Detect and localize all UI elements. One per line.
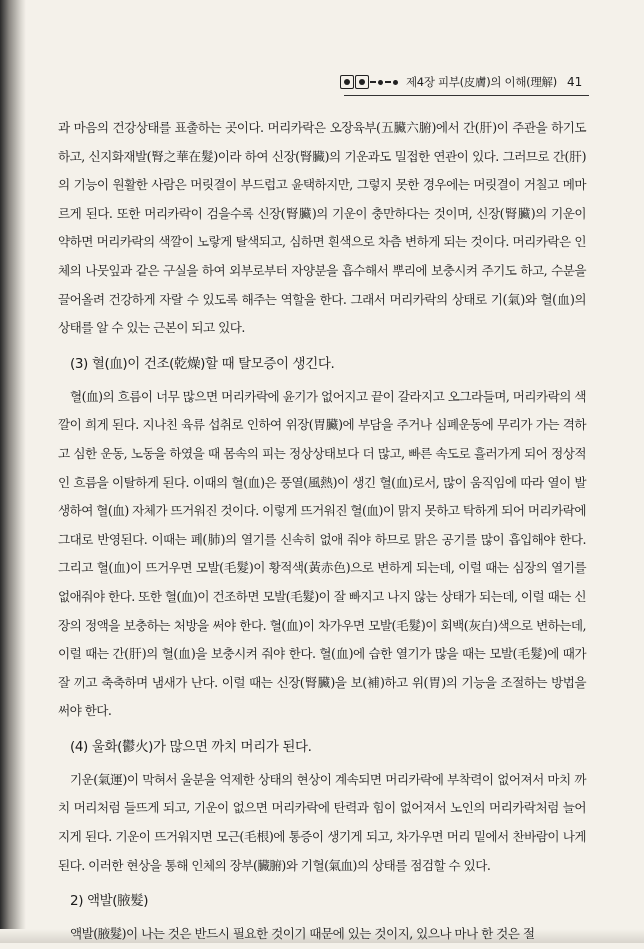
paragraph-armpit-hair: 액발(腋髮)이 나는 것은 반드시 필요한 것이기 때문에 있는 것이지, 있으나 마나 한 것은 절 bbox=[70, 926, 535, 942]
page-number: 41 bbox=[566, 75, 583, 89]
page-body bbox=[58, 114, 586, 949]
header-ornament-icon bbox=[340, 75, 400, 89]
paragraph-pent-up-anger: 기운(氣運)이 막혀서 울분을 억제한 상태의 현상이 계속되면 머리카락에 부착력이 없어져서 마치 까치 머리처럼 들뜨게 되고, 기운이 없으면 머리카락에 탄력과 힘이 없어져서 노인의 머리카락처럼 늘어지게 된다. 기운이 뜨거워지면 모근(毛根)에 통증이 생기게 되고, 차가우면 머리 밑에서 찬바람이 나게 된다. 이러한 현상을 통해 인체의 장부(臟腑)와 기혈(氣血)의 상태를 점검할 수 있다. bbox=[58, 771, 586, 873]
section-heading-4: (4) 울화(鬱火)가 많으면 까치 머리가 된다. bbox=[70, 738, 312, 755]
section-heading-3: (3) 혈(血)이 건조(乾燥)할 때 탈모증이 생긴다. bbox=[70, 355, 335, 372]
running-header bbox=[340, 72, 590, 92]
chapter-title: 제4장 피부(皮膚)의 이해(理解) bbox=[406, 75, 557, 89]
header-divider bbox=[344, 95, 589, 96]
subsection-heading-2: 2) 액발(腋髮) bbox=[70, 893, 149, 910]
paragraph-hair-health: 과 마음의 건강상태를 표출하는 곳이다. 머리카락은 오장육부(五臟六腑)에서 간(肝)이 주관을 하기도 하고, 신지화재발(腎之華在髮)이라 하여 신장(腎臟)의 기운과도 밀접한 연관이 있다. 그러므로 간(肝)의 기능이 원활한 사람은 머릿결이 부드럽고 윤택하지만, 그렇지 못한 경우에는 머릿결이 거칠고 메마르게 된다. 또한 머리카락이 검을수록 신장(腎臟)의 기운이 충만하다는 것이며, 신장(腎臟)의 기운이 약하면 머리카락의 색깔이 노랗게 탈색되고, 심하면 흰색으로 차츰 변하게 되는 것이다. 머리카락은 인체의 나뭇잎과 같은 구실을 하여 외부로부터 자양분을 흡수해서 뿌리에 보충시켜 주기도 하고, 수분을 끌어올려 건강하게 자랄 수 있도록 해주는 역할을 한다. 그래서 머리카락의 상태로 기(氣)와 혈(血)의 상태를 알 수 있는 근본이 되고 있다. bbox=[58, 120, 586, 336]
book-spine-shadow bbox=[0, 0, 26, 943]
paragraph-dry-blood: 혈(血)의 흐름이 너무 많으면 머리카락에 윤기가 없어지고 끝이 갈라지고 오그라들며, 머리카락의 색깔이 희게 된다. 지나친 육류 섭취로 인하여 위장(胃臟)에 부담을 주거나 심폐운동에 무리가 가는 격하고 심한 운동, 노동을 하였을 때 몸속의 피는 정상상태보다 더 많고, 빠른 속도로 흘러가게 되어 정상적인 흐름을 이탈하게 된다. 이때의 혈(血)은 풍열(風熱)이 생긴 혈(血)로서, 많이 움직임에 따라 열이 발생하여 혈(血) 자체가 뜨거워진 것이다. 이렇게 뜨거워진 혈(血)이 맑지 못하고 탁하게 되어 머리카락에 그대로 반영된다. 이때는 폐(肺)의 열기를 신속히 없애 줘야 하므로 맑은 공기를 많이 흡입해야 한다. 그리고 혈(血)이 뜨거우면 모발(毛髮)이 황적색(黃赤色)으로 변하게 되는데, 이럴 때는 심장의 열기를 없애줘야 한다. 또한 혈(血)이 건조하면 모발(毛髮)이 잘 빠지고 나지 않는 상태가 되는데, 이럴 때는 신장의 정액을 보충하는 처방을 써야 한다. 혈(血)이 차가우면 모발(毛髮)이 회백(灰白)색으로 변하는데, 이럴 때는 간(肝)의 혈(血)을 보충시켜 줘야 한다. 혈(血)에 습한 열기가 많을 때는 모발(毛髮)에 때가 잘 끼고 축축하며 냄새가 난다. 이럴 때는 신장(腎臟)을 보(補)하고 위(胃)의 기능을 조절하는 방법을 써야 한다. bbox=[58, 388, 586, 719]
